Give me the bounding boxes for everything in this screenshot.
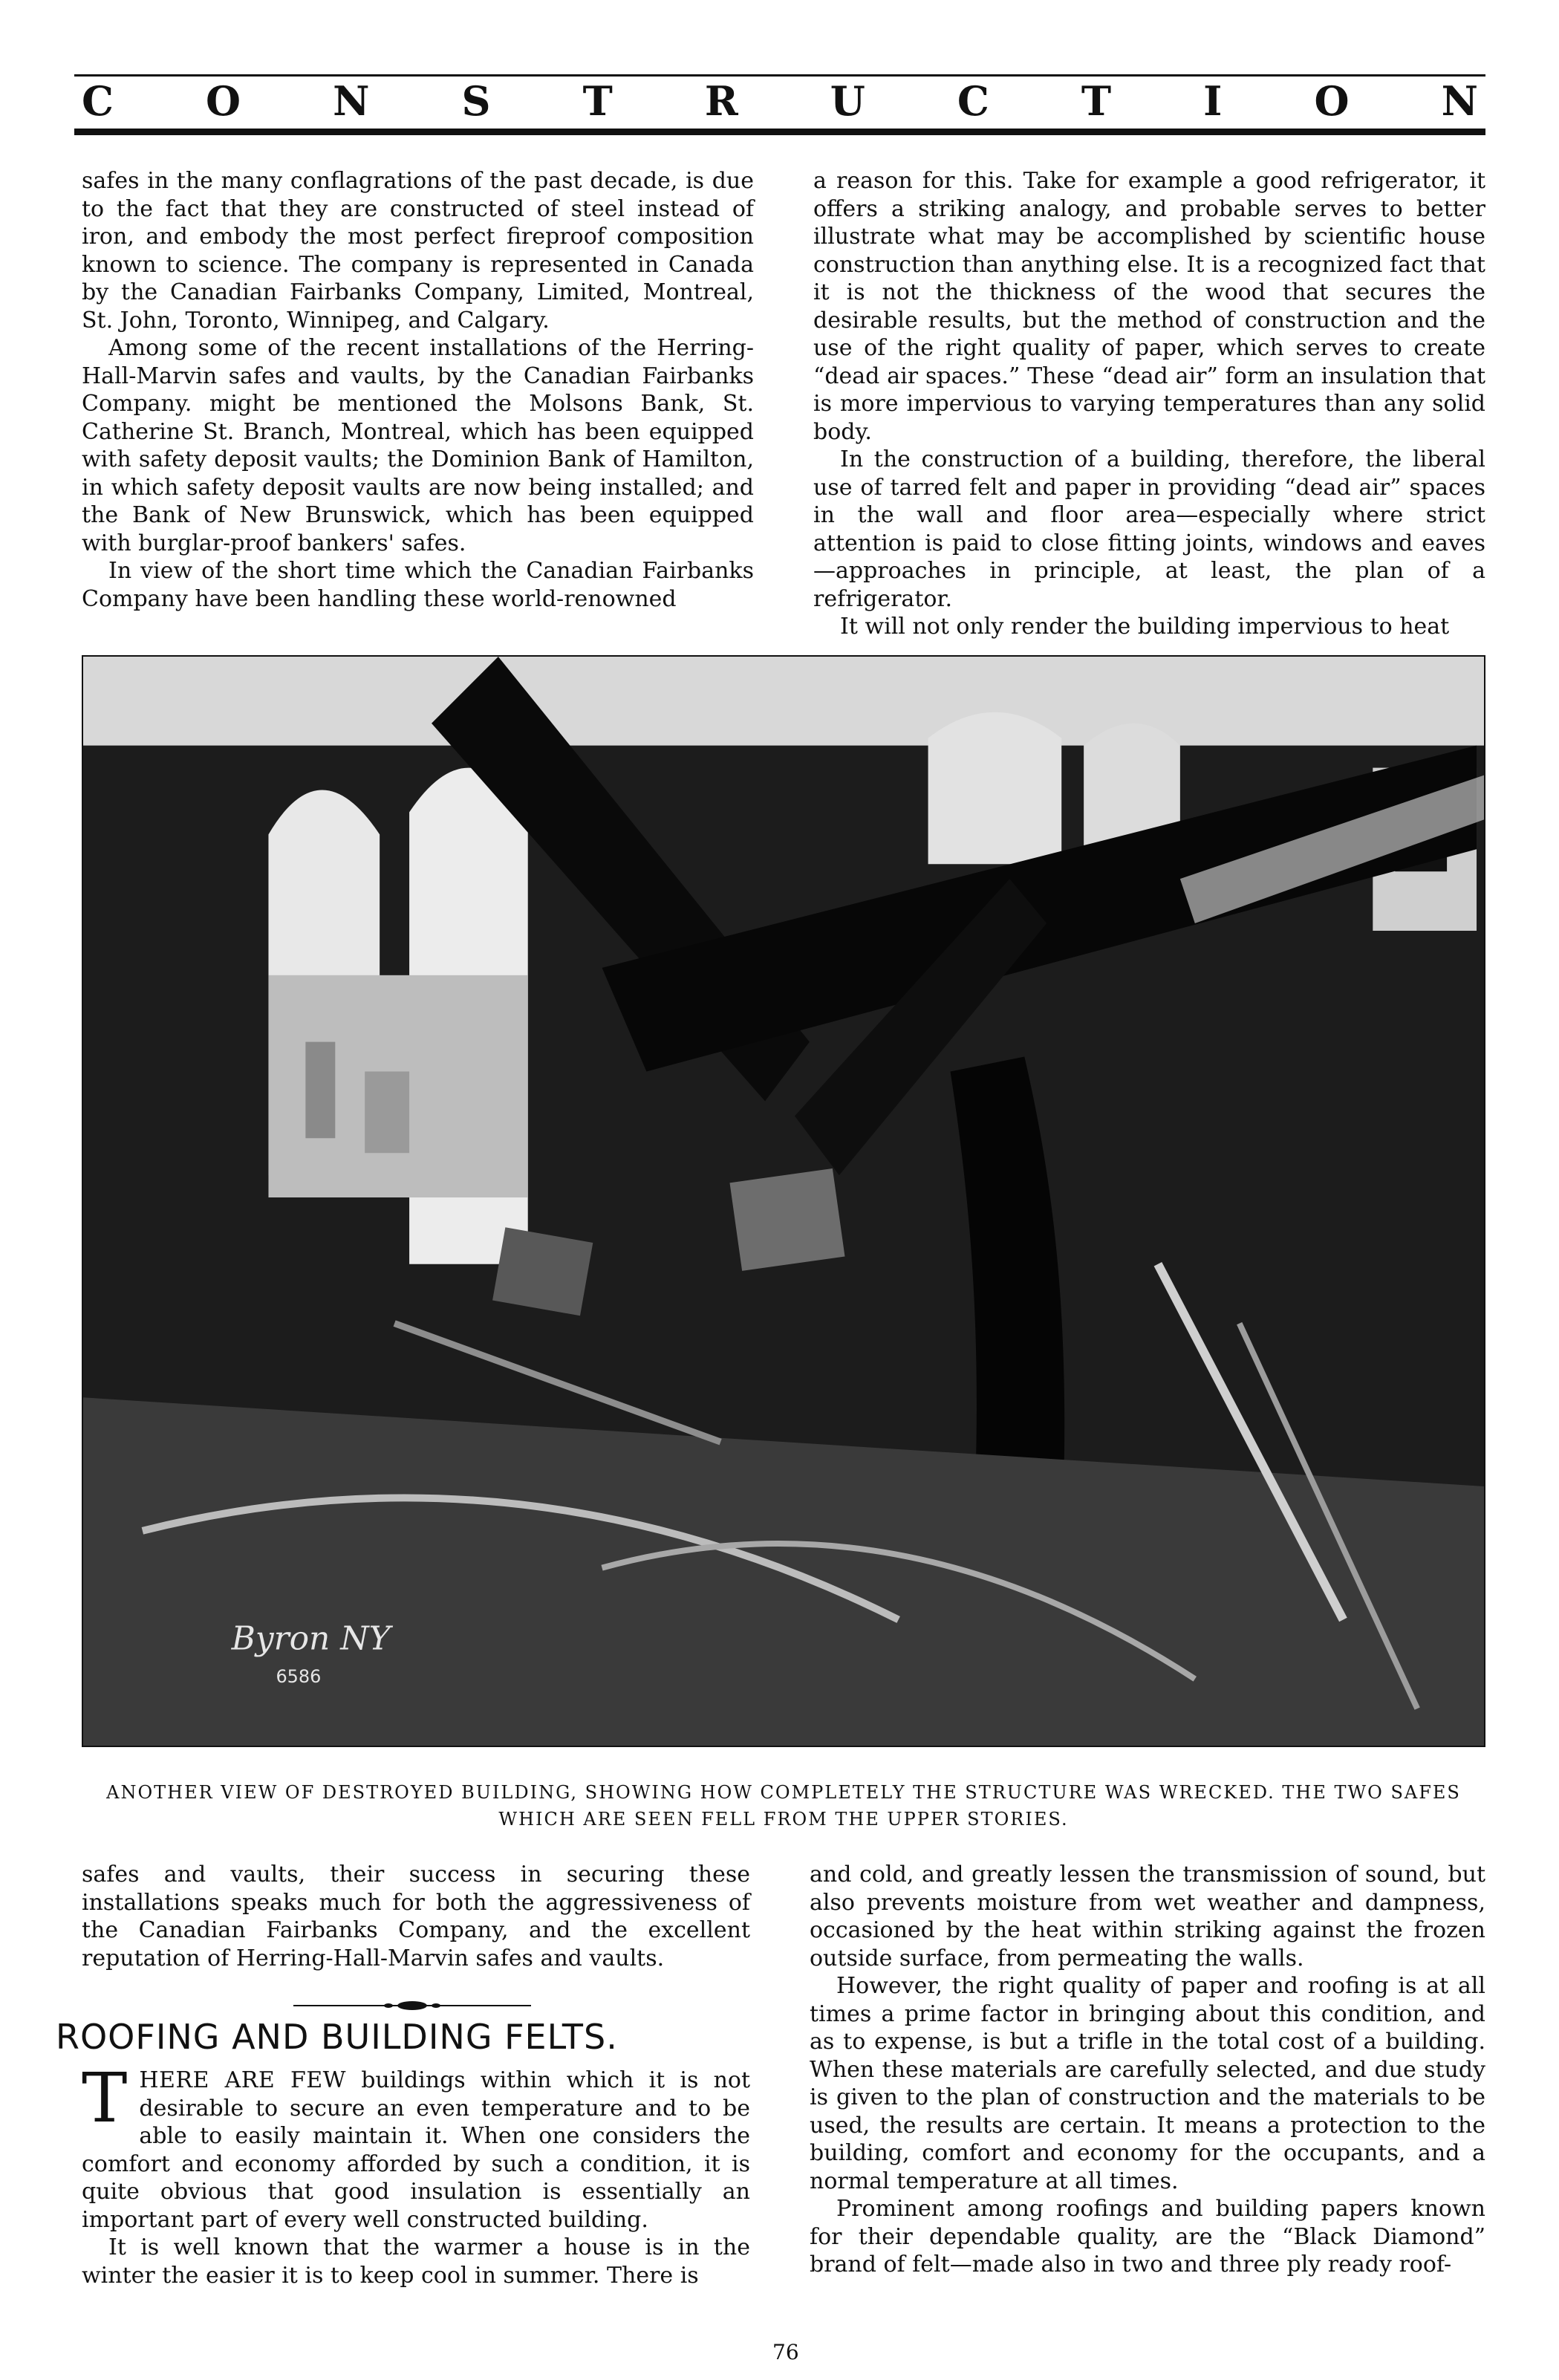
drop-cap: T <box>82 2058 128 2138</box>
paragraph-with-dropcap <box>82 2058 751 2234</box>
masthead-letter: T <box>582 77 613 125</box>
masthead <box>74 74 1485 135</box>
photo-illustration <box>83 657 1484 1746</box>
paragraph: safes in the many conflagrations of the past decade, is due to the fact that they are constructed of steel instead of iron, and embody the most perfect fireproof composition known to science. The company is represented in Canada by the Canadian Fairbanks Company, Limited, Montreal, St. John, Toronto, Winnipeg, and Calgary. <box>82 168 754 334</box>
photo-caption: ANOTHER VIEW OF DESTROYED BUILDING, SHOWING HOW COMPLETELY THE STRUCTURE WAS WRECKED. THE TWO SAFES WHICH ARE SEEN FELL FROM THE UPPER STORIES. <box>106 1782 1461 1830</box>
paragraph: safes and vaults, their success in securing these installations speaks much for both the aggressiveness of the Canadian Fairbanks Company, and the excellent reputation of Herring-Hall-Marvin safes and vaults. <box>82 1862 750 1971</box>
section-divider <box>293 1998 531 2013</box>
paragraph: It will not only render the building impervious to heat <box>840 614 1450 640</box>
paragraph-text: buildings within which it is not desirable to secure an even temperature and to be able to easily maintain it. When one considers the comfort and economy afforded by such a condition, it is quite obvious that good insulation is essentially an important part of every well constructed building. <box>82 2067 751 2233</box>
paragraph: It is well known that the warmer a house is in the winter the easier it is to keep cool in summer. There is <box>82 2234 750 2289</box>
masthead-title <box>74 77 1485 126</box>
masthead-letter: U <box>830 77 865 125</box>
masthead-letter: O <box>206 77 241 125</box>
masthead-letter: T <box>1081 77 1112 125</box>
top-left-column <box>82 167 754 613</box>
masthead-letter: N <box>333 77 370 125</box>
section-heading: ROOFING AND BUILDING FELTS. <box>56 2017 618 2057</box>
paragraph: and cold, and greatly lessen the transmission of sound, but also prevents moisture from wet weather and dampness, occasioned by the heat within striking against the frozen outside surface, from permeating the walls. <box>810 1862 1485 1971</box>
lead-in-caps: HERE ARE FEW <box>139 2067 347 2093</box>
paragraph: In the construction of a building, therefore, the liberal use of tarred felt and paper in providing “dead air” spaces in the wall and floor area—especially where strict attention is paid to close fitting joints, windows and eaves—approaches in principle, at least, the plan of a refrigerator. <box>813 446 1485 612</box>
photographer-signature: Byron NY <box>231 1619 391 1658</box>
destroyed-building-photo <box>82 655 1485 1747</box>
masthead-letter: I <box>1203 77 1223 125</box>
masthead-letter: C <box>957 77 989 125</box>
masthead-letter: N <box>1441 77 1478 125</box>
masthead-letter: O <box>1314 77 1350 125</box>
top-right-column <box>813 167 1485 641</box>
page-number: 76 <box>772 2340 799 2364</box>
paragraph: a reason for this. Take for example a good refrigerator, it offers a striking analogy, and probable serves to better illustrate what may be accomplished by scientific house construction than anything else. It is a recognized fact that it is not the thickness of the wood that secures the desirable results, but the method of construction and the use of the right quality of paper, which serves to create “dead air spaces.” These “dead air” form an insulation that is more impervious to varying temperatures than any solid body. <box>813 168 1485 445</box>
masthead-bottom-rule <box>74 129 1485 135</box>
masthead-letter: S <box>461 77 491 125</box>
bottom-left-column-upper <box>82 1861 750 1972</box>
bottom-left-column-lower <box>82 2058 751 2289</box>
paragraph: However, the right quality of paper and roofing is at all times a prime factor in bringing about this condition, and as to expense, is but a trifle in the total cost of a building. When these materials are carefully selected, and due study is given to the plan of construction and the materials to be used, the results are certain. It means a protection to the building, comfort and economy for the occupants, and a normal temperature at all times. <box>810 1973 1485 2194</box>
paragraph: Among some of the recent installations of the Herring-Hall-Marvin safes and vaults, by the Canadian Fairbanks Company. might be mentioned the Molsons Bank, St. Catherine St. Branch, Montreal, which has been equipped with safety deposit vaults; the Dominion Bank of Hamilton, in which safety deposit vaults are now being installed; and the Bank of New Brunswick, which has been equipped with burglar-proof bankers' safes. <box>82 335 754 556</box>
paragraph: In view of the short time which the Canadian Fairbanks Company have been handling these world-renowned <box>82 558 754 612</box>
bottom-right-column <box>810 1861 1485 2279</box>
plate-number: 6586 <box>276 1666 322 1688</box>
paragraph: Prominent among roofings and building papers known for their dependable quality, are the “Black Diamond” brand of felt—made also in two and three ply ready roof- <box>810 2196 1485 2277</box>
masthead-letter: R <box>704 77 738 125</box>
masthead-letter: C <box>82 77 114 125</box>
